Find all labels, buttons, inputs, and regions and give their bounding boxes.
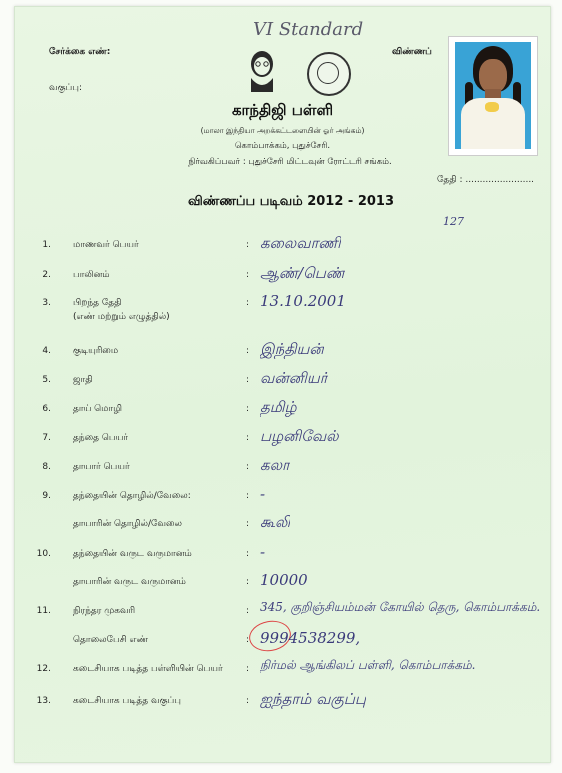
field-value: 10000: [260, 571, 308, 589]
field-number: 3.: [42, 298, 51, 308]
field-number: 5.: [42, 375, 51, 385]
form-number-handwritten: 127: [443, 215, 464, 228]
field-label: கடைசியாக படித்த பள்ளியின் பெயர்: [73, 664, 223, 674]
field-number: 11.: [36, 606, 51, 616]
date-field: தேதி : ........................: [437, 175, 535, 185]
field-colon: :: [246, 375, 250, 385]
school-location: கொம்பாக்கம், புதுச்சேரி.: [234, 141, 331, 151]
field-colon: :: [246, 270, 250, 280]
field-value: வன்னியர்: [260, 369, 328, 387]
field-number: 9.: [42, 491, 51, 501]
field-colon: :: [246, 606, 250, 616]
field-colon: :: [246, 298, 250, 308]
student-photo: [448, 36, 538, 156]
class-label: வகுப்பு:: [49, 83, 82, 93]
field-colon: :: [246, 519, 250, 529]
field-label: ஜாதி: [73, 375, 93, 385]
application-form-page: [14, 6, 551, 763]
field-value: 13.10.2001: [260, 292, 346, 310]
field-number: 2.: [42, 270, 51, 280]
school-name: காந்திஜி பள்ளி: [231, 101, 334, 119]
field-number: 4.: [42, 346, 51, 356]
field-value: தமிழ்: [260, 398, 297, 416]
field-colon: :: [246, 433, 250, 443]
field-label: குடியுரிமை: [73, 346, 119, 356]
field-colon: :: [246, 664, 250, 674]
admission-number-label: சேர்க்கை எண்:: [49, 47, 111, 57]
field-value: ஆண்/பெண்: [260, 264, 346, 282]
field-value: நிர்மல் ஆங்கிலப் பள்ளி, கொம்பாக்கம்.: [260, 658, 476, 672]
field-number: 6.: [42, 404, 51, 414]
field-number: 7.: [42, 433, 51, 443]
field-label: பிறந்த தேதி: [73, 298, 122, 308]
field-colon: :: [246, 346, 250, 356]
field-value: -: [260, 543, 266, 561]
field-label: நிரந்தர முகவரி: [73, 606, 136, 616]
field-value: -: [260, 485, 266, 503]
top-handwritten-note: VI Standard: [253, 19, 364, 40]
field-colon: :: [246, 462, 250, 472]
field-colon: :: [246, 491, 250, 501]
field-value: கலா: [260, 456, 290, 474]
field-number: 12.: [36, 664, 51, 674]
field-number: 1.: [42, 240, 51, 250]
field-label: தந்தை பெயர்: [73, 433, 128, 443]
form-number-label: விண்ணப்: [392, 47, 432, 57]
field-label: தாயாரின் வருட வருமானம்: [73, 577, 186, 587]
gandhi-logo-icon: [245, 48, 279, 92]
field-label: தாயார் பெயர்: [73, 462, 130, 472]
field-colon: :: [246, 696, 250, 706]
field-colon: :: [246, 577, 250, 587]
field-value: கலைவாணி: [260, 234, 341, 252]
field-value: ஐந்தாம் வகுப்பு: [260, 690, 367, 708]
field-sublabel: (எண் மற்றும் எழுத்தில்): [73, 312, 170, 322]
field-label: தாய் மொழி: [73, 404, 122, 414]
field-number: 8.: [42, 462, 51, 472]
field-number: 13.: [36, 696, 51, 706]
school-seal-icon: [307, 52, 351, 96]
field-label: கடைசியாக படித்த வகுப்பு: [73, 696, 181, 706]
school-management: நிர்வகிப்பவர் : புதுச்சேரி மிட்டவுன் ரோட்டரி சங்கம்.: [188, 157, 392, 167]
field-label: தந்தையின் வருட வருமானம்: [73, 549, 192, 559]
field-colon: :: [246, 549, 250, 559]
field-label: தந்தையின் தொழில்/வேலை:: [73, 491, 191, 501]
field-colon: :: [246, 635, 250, 645]
field-value: கூலி: [260, 513, 291, 531]
field-label: தாயாரின் தொழில்/வேலை: [73, 519, 182, 529]
field-label: மாணவர் பெயர்: [73, 240, 139, 250]
field-label: தொலைபேசி எண்: [73, 635, 149, 645]
field-value: 9994538299,: [260, 629, 361, 647]
field-value: 345, குறிஞ்சியம்மன் கோயில் தெரு, கொம்பாக்கம்.: [260, 600, 541, 614]
field-value: இந்தியன்: [260, 340, 324, 358]
school-subtitle: (மாலா இந்தியா அறக்கட்டளையின் ஓர் அங்கம்): [200, 126, 365, 135]
field-label: பாலினம்: [73, 270, 110, 280]
field-colon: :: [246, 240, 250, 250]
field-number: 10.: [36, 549, 51, 559]
field-value: பழனிவேல்: [260, 427, 339, 445]
form-title: விண்ணப்ப படிவம் 2012 - 2013: [188, 194, 395, 209]
field-colon: :: [246, 404, 250, 414]
